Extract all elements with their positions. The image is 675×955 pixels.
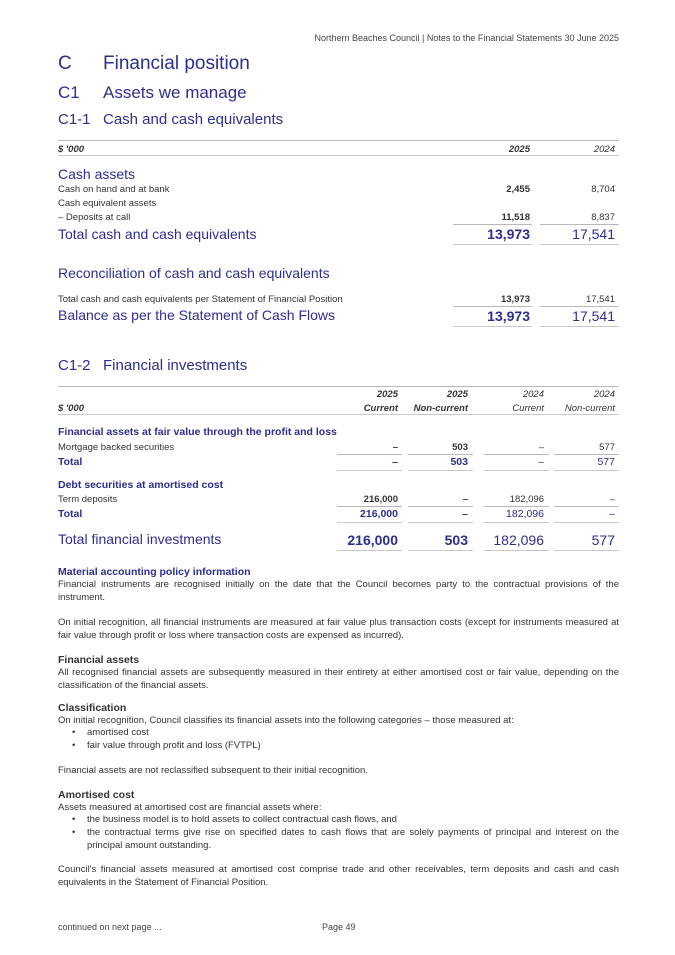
total-rule: [337, 550, 402, 551]
subtotal-rule: [554, 506, 619, 507]
subtotal-rule: [337, 506, 402, 507]
grand-total-cell: 182,096: [493, 532, 544, 548]
running-header: Northern Beaches Council | Notes to the Financial Statements 30 June 2025: [314, 33, 619, 43]
group-title-amortised: Debt securities at amortised cost: [58, 479, 224, 491]
col-type: Current: [512, 403, 544, 414]
col-type: Non-current: [413, 403, 468, 414]
total-cell: 577: [597, 456, 615, 468]
cell-2024: 8,837: [591, 212, 615, 223]
cell: 216,000: [363, 494, 398, 505]
unit-label: $ '000: [58, 403, 85, 414]
cell: 182,096: [509, 494, 544, 505]
grand-total-cell: 216,000: [347, 532, 398, 548]
total-rule: [337, 522, 402, 523]
col-header-2025: 2025: [508, 144, 530, 155]
unit-label: $ '000: [58, 144, 85, 155]
amortised-cost-title: Amortised cost: [58, 789, 135, 801]
policy-title: Material accounting policy information: [58, 566, 251, 578]
bullet-icon: •: [72, 814, 76, 825]
cell: –: [538, 442, 544, 453]
subtotal-rule: [408, 454, 473, 455]
total-rule: [484, 470, 549, 471]
total-label: Total cash and cash equivalents: [58, 226, 257, 242]
col-year: 2024: [522, 389, 544, 400]
total-2024: 17,541: [572, 308, 615, 324]
total-label: Balance as per the Statement of Cash Flows: [58, 307, 336, 323]
total-rule: [337, 470, 402, 471]
note-code: C1-1: [58, 111, 91, 128]
classification-after: Financial assets are not reclassified subsequent to their initial recognition.: [58, 765, 368, 776]
total-label: Total: [58, 508, 83, 520]
total-rule: [540, 326, 619, 327]
cell: –: [462, 494, 468, 505]
cell: –: [609, 494, 615, 505]
group-title-cash-assets: Cash assets: [58, 166, 136, 182]
cell: –: [392, 442, 398, 453]
total-rule: [554, 470, 619, 471]
total-rule: [408, 470, 473, 471]
note-title: Cash and cash equivalents: [103, 111, 284, 128]
note-heading-c1-2: [58, 357, 458, 377]
total-rule: [484, 522, 549, 523]
total-2024: 17,541: [572, 226, 615, 242]
total-cell: –: [462, 508, 468, 520]
classification-text: On initial recognition, Council classifies its financial assets into the following categories – those measured at:: [58, 715, 514, 726]
header-rule: [58, 414, 619, 415]
col-type: Non-current: [564, 403, 615, 414]
subsection-code: C1: [58, 83, 80, 102]
grand-total-cell: 503: [444, 532, 468, 548]
col-year: 2025: [376, 389, 398, 400]
bullet-item: the business model is to hold assets to collect contractual cash flows, and: [87, 814, 397, 825]
total-cell: 216,000: [360, 508, 398, 520]
total-rule: [408, 550, 473, 551]
subtotal-rule: [408, 506, 473, 507]
policy-paragraph: On initial recognition, all financial instruments are measured at fair value plus transaction costs (except for instruments measured at fair value through profit or loss where transaction costs are expensed as incurred).: [58, 617, 619, 641]
cell-2025: 11,518: [501, 212, 530, 223]
financial-assets-title: Financial assets: [58, 654, 140, 666]
total-rule: [540, 244, 619, 245]
total-2025: 13,973: [487, 226, 530, 242]
subtotal-rule: [554, 454, 619, 455]
subtotal-rule: [337, 454, 402, 455]
total-cell: –: [392, 456, 398, 468]
col-type: Current: [363, 403, 398, 414]
total-cell: 503: [450, 456, 468, 468]
total-label: Total: [58, 456, 83, 468]
section-code: C: [58, 53, 72, 74]
bullet-icon: •: [72, 727, 76, 738]
row-label: – Deposits at call: [58, 212, 131, 223]
header-rule: [58, 155, 619, 156]
bullet-icon: •: [72, 740, 76, 751]
col-year: 2024: [593, 389, 615, 400]
policy-paragraph: Financial instruments are recognised initially on the date that the Council becomes party to the contractual provisions of the instrument.: [58, 579, 619, 603]
subtotal-rule: [540, 306, 619, 307]
subtotal-rule: [453, 224, 532, 225]
total-2025: 13,973: [487, 308, 530, 324]
row-label: Total cash and cash equivalents per Statement of Financial Position: [58, 294, 343, 305]
note-heading-c1-1: [58, 111, 458, 131]
subsection-title: Assets we manage: [103, 83, 247, 102]
subtotal-rule: [540, 224, 619, 225]
total-cell: –: [609, 508, 615, 520]
cell-2024: 17,541: [585, 294, 615, 305]
subtotal-rule: [484, 454, 549, 455]
table-top-rule: [58, 140, 619, 141]
grand-total-cell: 577: [591, 532, 615, 548]
grand-total-label: Total financial investments: [58, 531, 222, 547]
row-label: Cash equivalent assets: [58, 198, 157, 209]
total-rule: [453, 244, 532, 245]
total-cell: 182,096: [506, 508, 544, 520]
subsection-heading: [58, 83, 458, 105]
group-title-fvtpl: Financial assets at fair value through the profit and loss: [58, 426, 337, 438]
bullet-item: amortised cost: [87, 727, 149, 738]
row-label: Mortgage backed securities: [58, 442, 175, 453]
table-top-rule: [58, 386, 619, 387]
bullet-item: the contractual terms give rise on specified dates to cash flows that are solely payments of principal and interest on the principal amount outstanding.: [87, 827, 619, 851]
col-year: 2025: [446, 389, 468, 400]
total-rule: [554, 522, 619, 523]
row-label: Cash on hand and at bank: [58, 184, 170, 195]
cell-2024: 8,704: [591, 184, 615, 195]
total-cell: –: [538, 456, 544, 468]
section-heading: [58, 53, 458, 77]
continued-note: continued on next page ...: [58, 922, 162, 932]
total-rule: [408, 522, 473, 523]
note-title: Financial investments: [103, 357, 248, 374]
amortised-cost-after: Council's financial assets measured at amortised cost comprise trade and other receivables, term deposits and cash and cash equivalents in the Statement of Financial Position.: [58, 864, 619, 888]
cell: 577: [599, 442, 615, 453]
bullet-item: fair value through profit and loss (FVTPL): [87, 740, 261, 751]
subtotal-rule: [453, 306, 532, 307]
subtotal-rule: [484, 506, 549, 507]
cell-2025: 13,973: [500, 294, 530, 305]
financial-assets-text: All recognised financial assets are subsequently measured in their entirety at either amortised cost or fair value, depending on the classification of the financial assets.: [58, 667, 619, 691]
cell-2025: 2,455: [506, 184, 530, 195]
note-code: C1-2: [58, 357, 91, 374]
reconciliation-title: Reconciliation of cash and cash equivalents: [58, 265, 330, 281]
bullet-icon: •: [72, 827, 76, 838]
row-label: Term deposits: [58, 494, 118, 505]
cell: 503: [452, 442, 468, 453]
total-rule: [484, 550, 549, 551]
page-number: Page 49: [322, 922, 356, 932]
total-rule: [554, 550, 619, 551]
col-header-2024: 2024: [593, 144, 615, 155]
total-rule: [453, 326, 532, 327]
section-title: Financial position: [103, 53, 250, 74]
amortised-cost-text: Assets measured at amortised cost are financial assets where:: [58, 802, 322, 813]
classification-title: Classification: [58, 702, 127, 714]
